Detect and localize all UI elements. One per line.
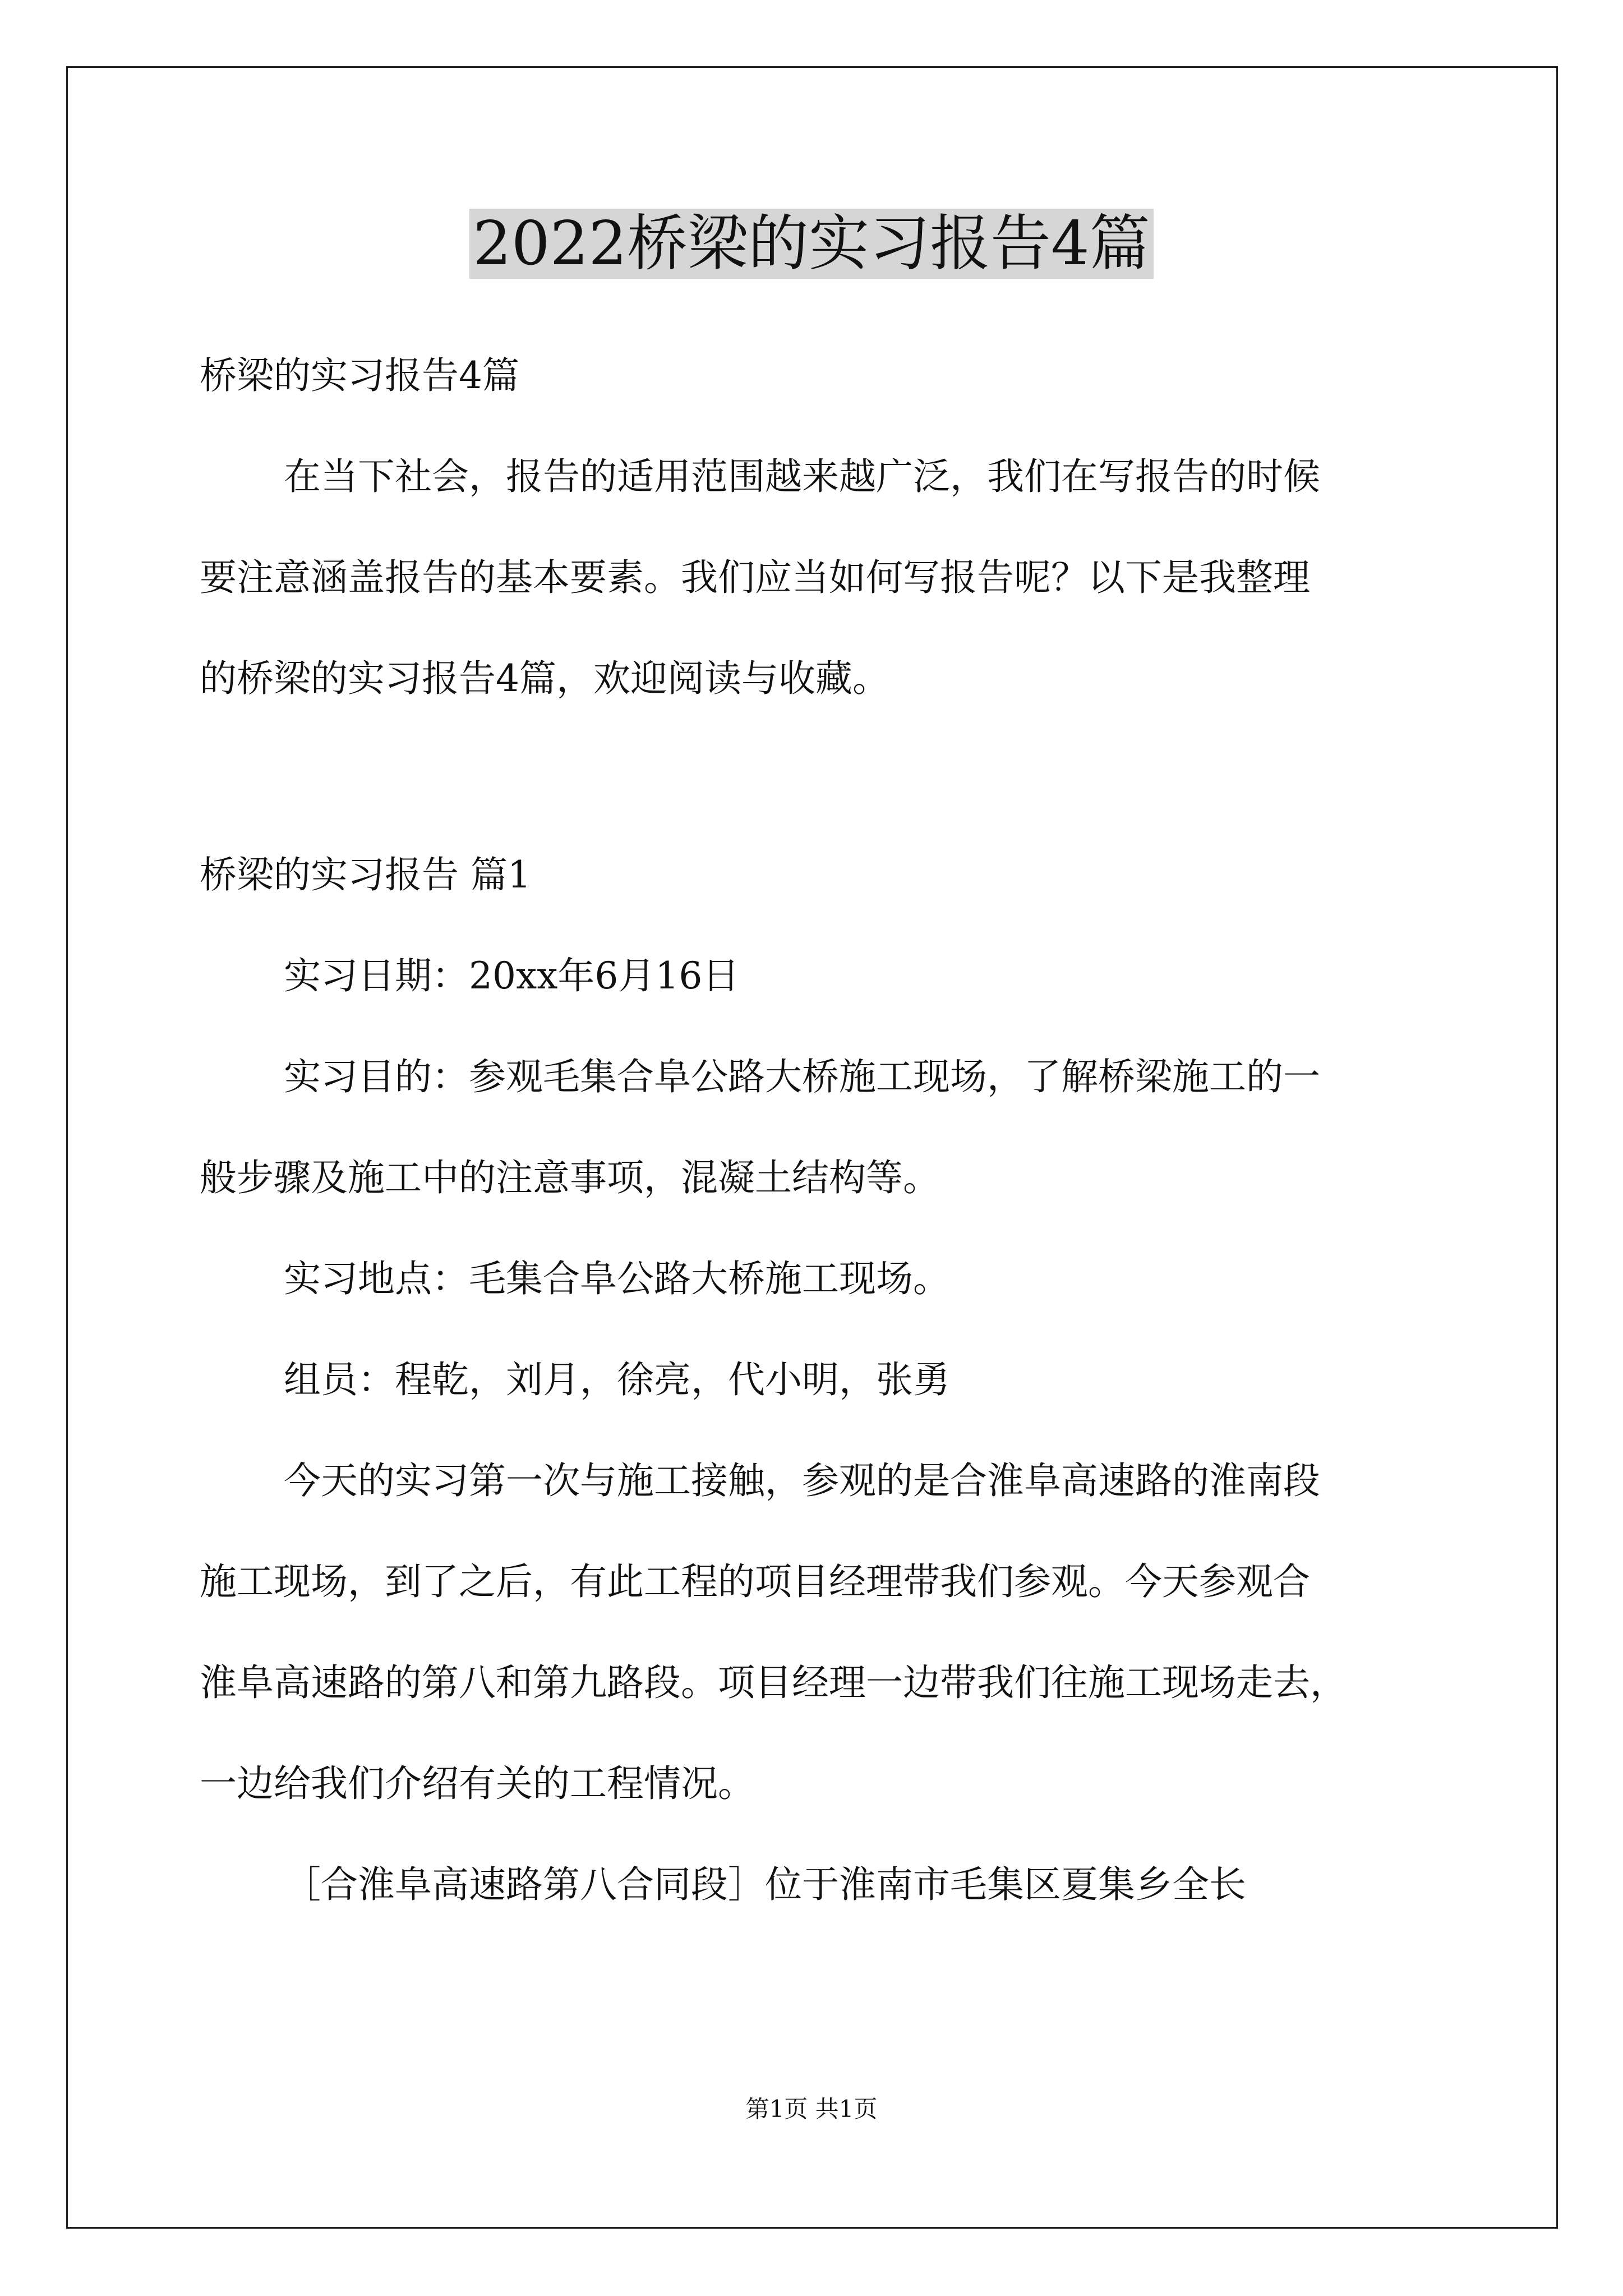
body-line-date: 实习日期：20xx年6月16日 <box>284 954 740 997</box>
section-heading: 桥梁的实习报告 篇1 <box>200 853 531 896</box>
intro-line-2: 要注意涵盖报告的基本要素。我们应当如何写报告呢？以下是我整理 <box>200 556 1310 599</box>
body-line-purpose-cont: 般步骤及施工中的注意事项，混凝土结构等。 <box>200 1156 940 1199</box>
body-line-para-3: 淮阜高速路的第八和第九路段。项目经理一边带我们往施工现场走去， <box>200 1661 1347 1704</box>
page-footer: 第1页 共1页 <box>745 2095 878 2123</box>
body-line-para-2: 施工现场，到了之后，有此工程的项目经理带我们参观。今天参观合 <box>200 1560 1310 1603</box>
subtitle: 桥梁的实习报告4篇 <box>200 354 519 397</box>
intro-line-1: 在当下社会，报告的适用范围越来越广泛，我们在写报告的时候 <box>284 455 1320 498</box>
intro-line-3: 的桥梁的实习报告4篇，欢迎阅读与收藏。 <box>200 657 889 700</box>
body-line-para-4: 一边给我们介绍有关的工程情况。 <box>200 1762 755 1805</box>
body-line-para-1: 今天的实习第一次与施工接触，参观的是合淮阜高速路的淮南段 <box>284 1459 1320 1502</box>
body-line-purpose: 实习目的：参观毛集合阜公路大桥施工现场，了解桥梁施工的一 <box>284 1055 1320 1098</box>
document-title <box>0 202 1623 286</box>
document-title-text: 2022桥梁的实习报告4篇 <box>469 209 1154 279</box>
body-line-para-5: ［合淮阜高速路第八合同段］位于淮南市毛集区夏集乡全长 <box>284 1863 1246 1906</box>
body-line-location: 实习地点：毛集合阜公路大桥施工现场。 <box>284 1257 950 1300</box>
body-line-members: 组员：程乾，刘月，徐亮，代小明，张勇 <box>284 1358 950 1401</box>
